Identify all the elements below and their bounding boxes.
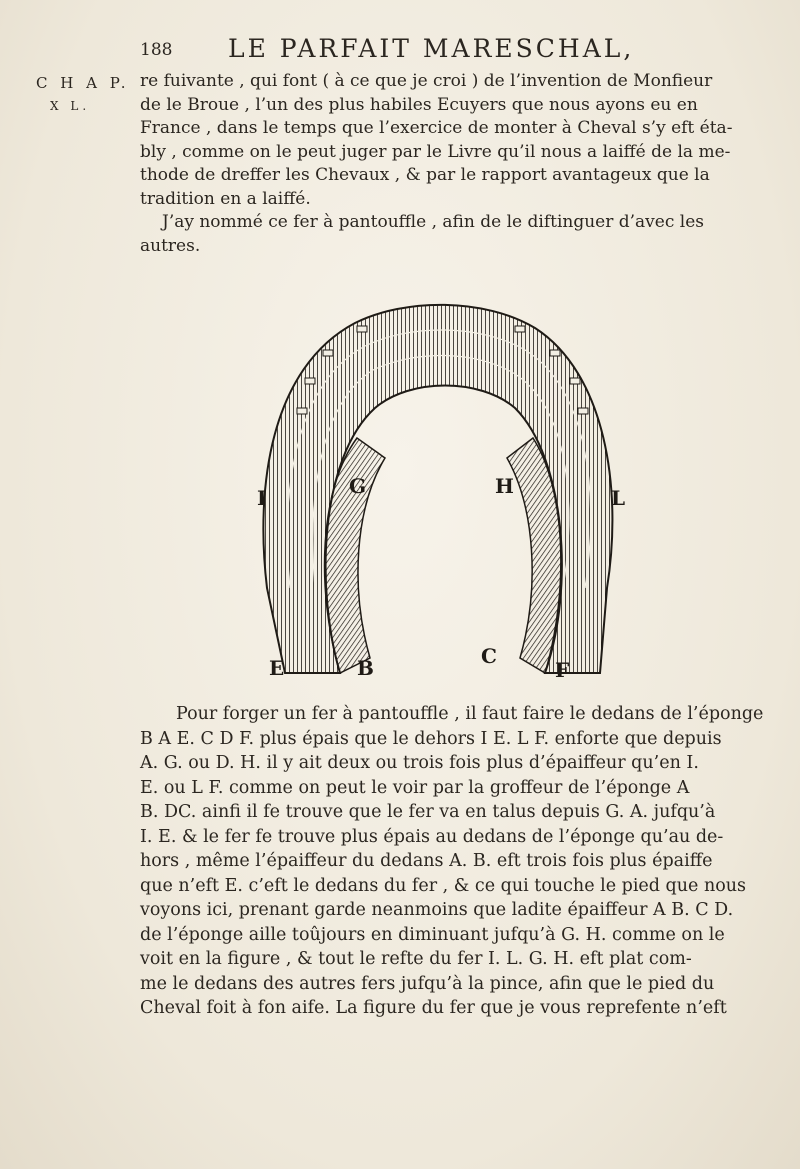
figure-label-g: G bbox=[349, 474, 367, 498]
figure-label-c: C bbox=[481, 644, 497, 668]
figure-label-l: L bbox=[611, 486, 626, 510]
text-line: thode de dreffer les Chevaux , & par le rapport avantageux que la bbox=[140, 165, 710, 185]
horseshoe-figure bbox=[245, 288, 635, 688]
text-line: re fuivante , qui font ( à ce que je croi ) de l’invention de Monfieur bbox=[140, 71, 713, 91]
text-line: que n’eft E. c’eft le dedans du fer , & ce qui touche le pied que nous bbox=[140, 875, 747, 896]
text-line: B A E. C D F. plus épais que le dehors I E. L F. enforte que depuis bbox=[140, 728, 722, 749]
figure-label-i: I bbox=[257, 486, 267, 510]
text-line: A. G. ou D. H. il y ait deux ou trois fois plus d’épaiffeur qu’en I. bbox=[140, 753, 699, 773]
text-line: autres. bbox=[140, 235, 201, 256]
page-header bbox=[0, 34, 800, 64]
marginal-line: X L. bbox=[50, 99, 91, 113]
text-line: de l’éponge aille toûjours en diminuant jufqu’à G. H. comme on le bbox=[140, 924, 725, 945]
text-line: me le dedans des autres fers jufqu’à la pince, afin que le pied du bbox=[140, 973, 715, 994]
figure-label-h: H bbox=[495, 474, 514, 498]
figure-label-b: B bbox=[357, 656, 374, 680]
running-title: LE PARFAIT MARESCHAL, bbox=[228, 34, 635, 63]
text-line: hors , même l’épaiffeur du dedans A. B. eft trois fois plus épaiffe bbox=[140, 851, 713, 871]
page-number: 188 bbox=[140, 40, 173, 60]
text-line: B. DC. ainfi il fe trouve que le fer va en talus depuis G. A. jufqu’à bbox=[140, 802, 716, 822]
text-line: tradition en a laiffé. bbox=[140, 188, 311, 209]
figure-label-e: E bbox=[269, 656, 285, 680]
intro-paragraph bbox=[140, 70, 780, 258]
horseshoe-engraving bbox=[245, 288, 635, 688]
text-line: I. E. & le fer fe trouve plus épais au dedans de l’éponge qu’au de- bbox=[140, 826, 724, 847]
text-line: voyons ici, prenant garde neanmoins que ladite épaiffeur A B. C D. bbox=[140, 900, 734, 920]
text-line: bly , comme on le peut juger par le Livre qu’il nous a laiffé de la me- bbox=[140, 141, 731, 162]
figure-label-f: F bbox=[555, 658, 570, 682]
marginal-line: C H A P. bbox=[36, 74, 130, 92]
text-line: de le Broue , l’un des plus habiles Ecuyers que nous ayons eu en bbox=[140, 94, 698, 115]
body-paragraph bbox=[140, 702, 780, 1021]
chapter-marginal-note bbox=[36, 72, 130, 118]
text-line: France , dans le temps que l’exercice de monter à Cheval s’y eft éta- bbox=[140, 118, 733, 138]
text-line: E. ou L F. comme on peut le voir par la groffeur de l’éponge A bbox=[140, 777, 690, 798]
text-line: J’ay nommé ce fer à pantouffle , afin de le diftinguer d’avec les bbox=[162, 212, 704, 232]
text-line: Cheval foit à fon aife. La figure du fer que je vous reprefente n’eft bbox=[140, 998, 727, 1018]
text-line: voit en la figure , & tout le refte du fer I. L. G. H. eft plat com- bbox=[140, 949, 692, 969]
text-line: Pour forger un fer à pantouffle , il faut faire le dedans de l’éponge bbox=[176, 704, 764, 724]
